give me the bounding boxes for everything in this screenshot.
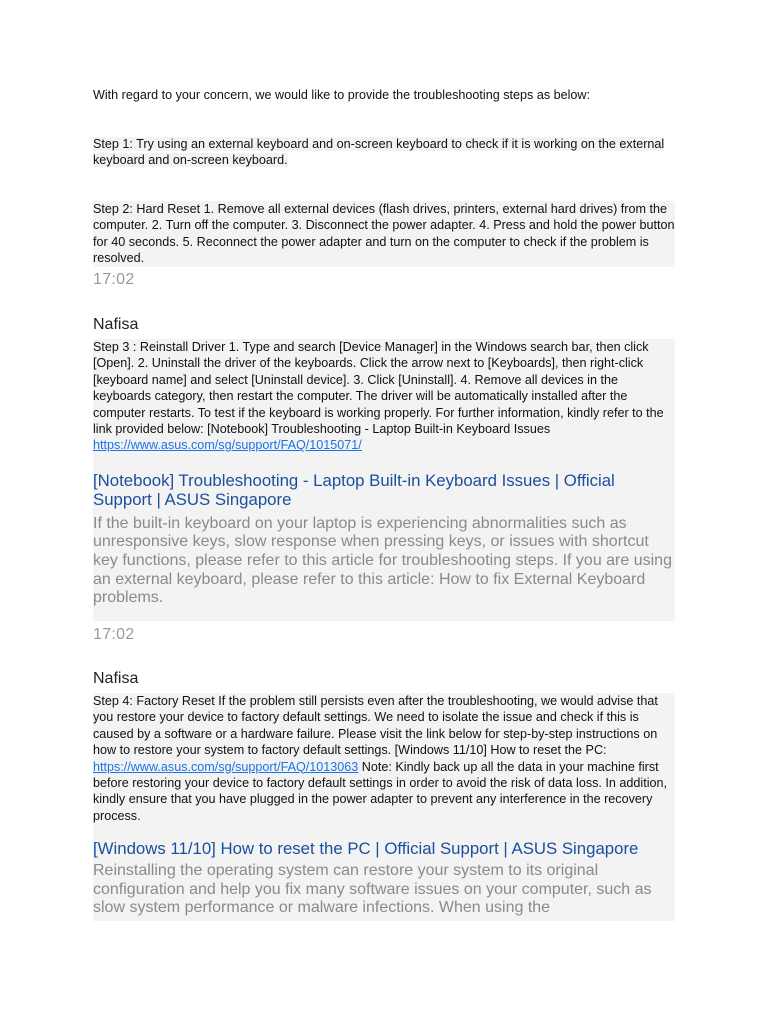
- link-preview-title[interactable]: [Windows 11/10] How to reset the PC | Official Support | ASUS Singapore: [93, 839, 639, 859]
- step2-text: Step 2: Hard Reset 1. Remove all external devices (flash drives, printers, external hard drives) from the computer. 2. Turn off the computer. 3. Disconnect the power adapter. 4. Press and hold the power button for 40 seconds. 5. Reconnect the power adapter and turn on the computer to check if the problem is resolved.: [93, 202, 675, 266]
- message-timestamp: 17:02: [93, 271, 135, 288]
- step4-message: [93, 693, 675, 921]
- step2-message: [93, 201, 675, 267]
- sender-name: Nafisa: [93, 670, 139, 687]
- faq-link[interactable]: https://www.asus.com/sg/support/FAQ/1013063: [93, 759, 359, 774]
- step4-text-before: Step 4: Factory Reset If the problem still persists even after the troubleshooting, we would advise that you restore your device to factory default settings. We need to isolate the issue and check if this is caused by a software or a hardware failure. Please visit the link below for step-by-step instructions on how to restore your system to factory default settings. [Windows 11/10] How to reset the PC:: [93, 694, 658, 758]
- step1-message: [93, 136, 675, 169]
- link-preview-title[interactable]: [Notebook] Troubleshooting - Laptop Built-in Keyboard Issues | Official Support | ASUS Singapore: [93, 470, 615, 509]
- step3-text: Step 3 : Reinstall Driver 1. Type and search [Device Manager] in the Windows search bar, then click [Open]. 2. Uninstall the driver of the keyboards. Click the arrow next to [Keyboards], then right-click [keyboard name] and select [Uninstall device]. 3. Click [Uninstall]. 4. Remove all devices in the keyboards category, then restart the computer. The driver will be automatically installed after the computer restarts. To test if the keyboard is working properly. For further information, kindly refer to the link provided below: [Notebook] Troubleshooting - Laptop Built-in Keyboard Issues: [93, 340, 664, 437]
- step1-text: Step 1: Try using an external keyboard and on-screen keyboard to check if it is working on the external keyboard and on-screen keyboard.: [93, 137, 665, 168]
- faq-link[interactable]: https://www.asus.com/sg/support/FAQ/1015071/: [93, 438, 362, 453]
- message-timestamp: 17:02: [93, 626, 135, 643]
- link-preview-description: If the built-in keyboard on your laptop is experiencing abnormalities such as unresponsive keys, slow response when pressing keys, or issues with shortcut key functions, please refer to this article for troubleshooting steps. If you are using an external keyboard, please refer to this article: How to fix External Keyboard problems.: [93, 514, 672, 607]
- intro-text: With regard to your concern, we would like to provide the troubleshooting steps as below:: [93, 88, 591, 102]
- step3-message: [93, 339, 675, 621]
- sender-name: Nafisa: [93, 316, 139, 333]
- link-preview-description: Reinstalling the operating system can restore your system to its original configuration and help you fix many software issues on your computer, such as slow system performance or malware infections. When using the: [93, 862, 652, 917]
- step4-text-after: Note: Kindly back up all the data in your machine first before restoring your device to factory default settings in order to avoid the risk of data loss. In addition, kindly ensure that you have plugged in the power adapter to prevent any interference in the recovery process.: [93, 759, 668, 823]
